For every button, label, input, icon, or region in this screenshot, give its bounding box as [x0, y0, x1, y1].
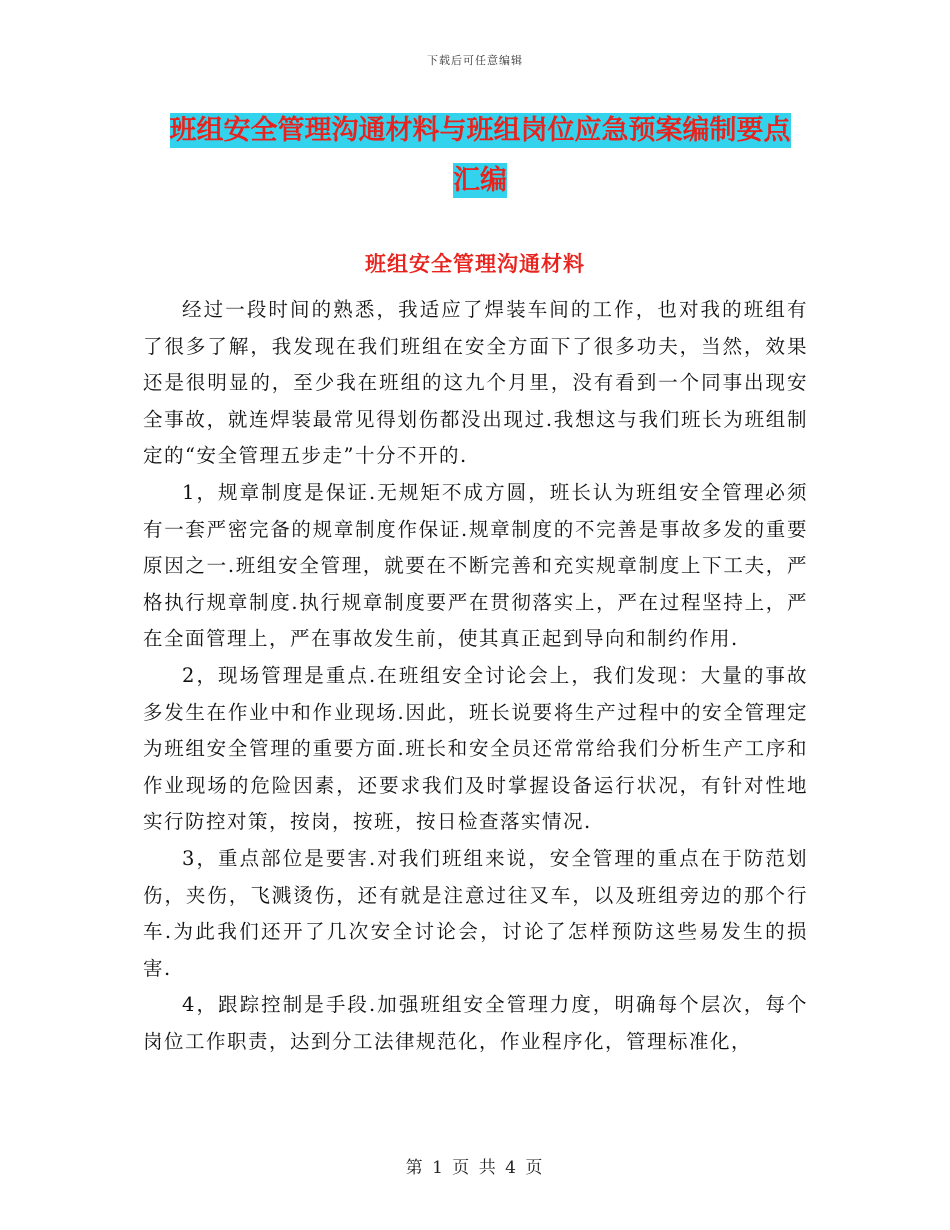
header-note: 下载后可任意编辑	[427, 54, 523, 67]
document-title-line1: 班组安全管理沟通材料与班组岗位应急预案编制要点	[169, 115, 791, 146]
document-title-line2: 汇编	[453, 165, 507, 196]
paragraph-key-areas: 3，重点部位是要害.对我们班组来说，安全管理的重点在于防范划伤，夹伤，飞溅烫伤，还有就是注意过往叉车，以及班组旁边的那个行车.为此我们还开了几次安全讨论会，讨论了怎样预防这些易发生的损害.	[143, 846, 808, 980]
paragraph-intro: 经过一段时间的熟悉，我适应了焊装车间的工作，也对我的班组有了很多了解，我发现在我们班组在安全方面下了很多功夫，当然，效果还是很明显的，至少我在班组的这九个月里，没有看到一个同事出现安全事故，就连焊装最常见得划伤都没出现过.我想这与我们班长为班组制定的“安全管理五步走”十分不开的.	[143, 298, 808, 468]
page-number: 第 1 页 共 4 页	[405, 1158, 545, 1178]
paragraph-rules: 1，规章制度是保证.无规矩不成方圆，班长认为班组安全管理必须有一套严密完备的规章制度作保证.规章制度的不完善是事故多发的重要原因之一.班组安全管理，就要在不断完善和充实规章制度上下工夫，严格执行规章制度.执行规章制度要严在贯彻落实上，严在过程坚持上，严在全面管理上，严在事故发生前，使其真正起到导向和制约作用.	[143, 480, 808, 651]
paragraph-tracking: 4，跟踪控制是手段.加强班组安全管理力度，明确每个层次，每个岗位工作职责，达到分工法律规范化，作业程序化，管理标准化，	[143, 993, 808, 1053]
section-heading: 班组安全管理沟通材料	[365, 252, 585, 276]
paragraph-site-management: 2，现场管理是重点.在班组安全讨论会上，我们发现：大量的事故多发生在作业中和作业现场.因此，班长说要将生产过程中的安全管理定为班组安全管理的重要方面.班长和安全员还常常给我们分析生产工序和作业现场的危险因素，还要求我们及时掌握设备运行状况，有针对性地实行防控对策，按岗，按班，按日检查落实情况.	[143, 663, 808, 834]
body-text	[143, 292, 808, 1060]
document-title	[150, 106, 810, 206]
